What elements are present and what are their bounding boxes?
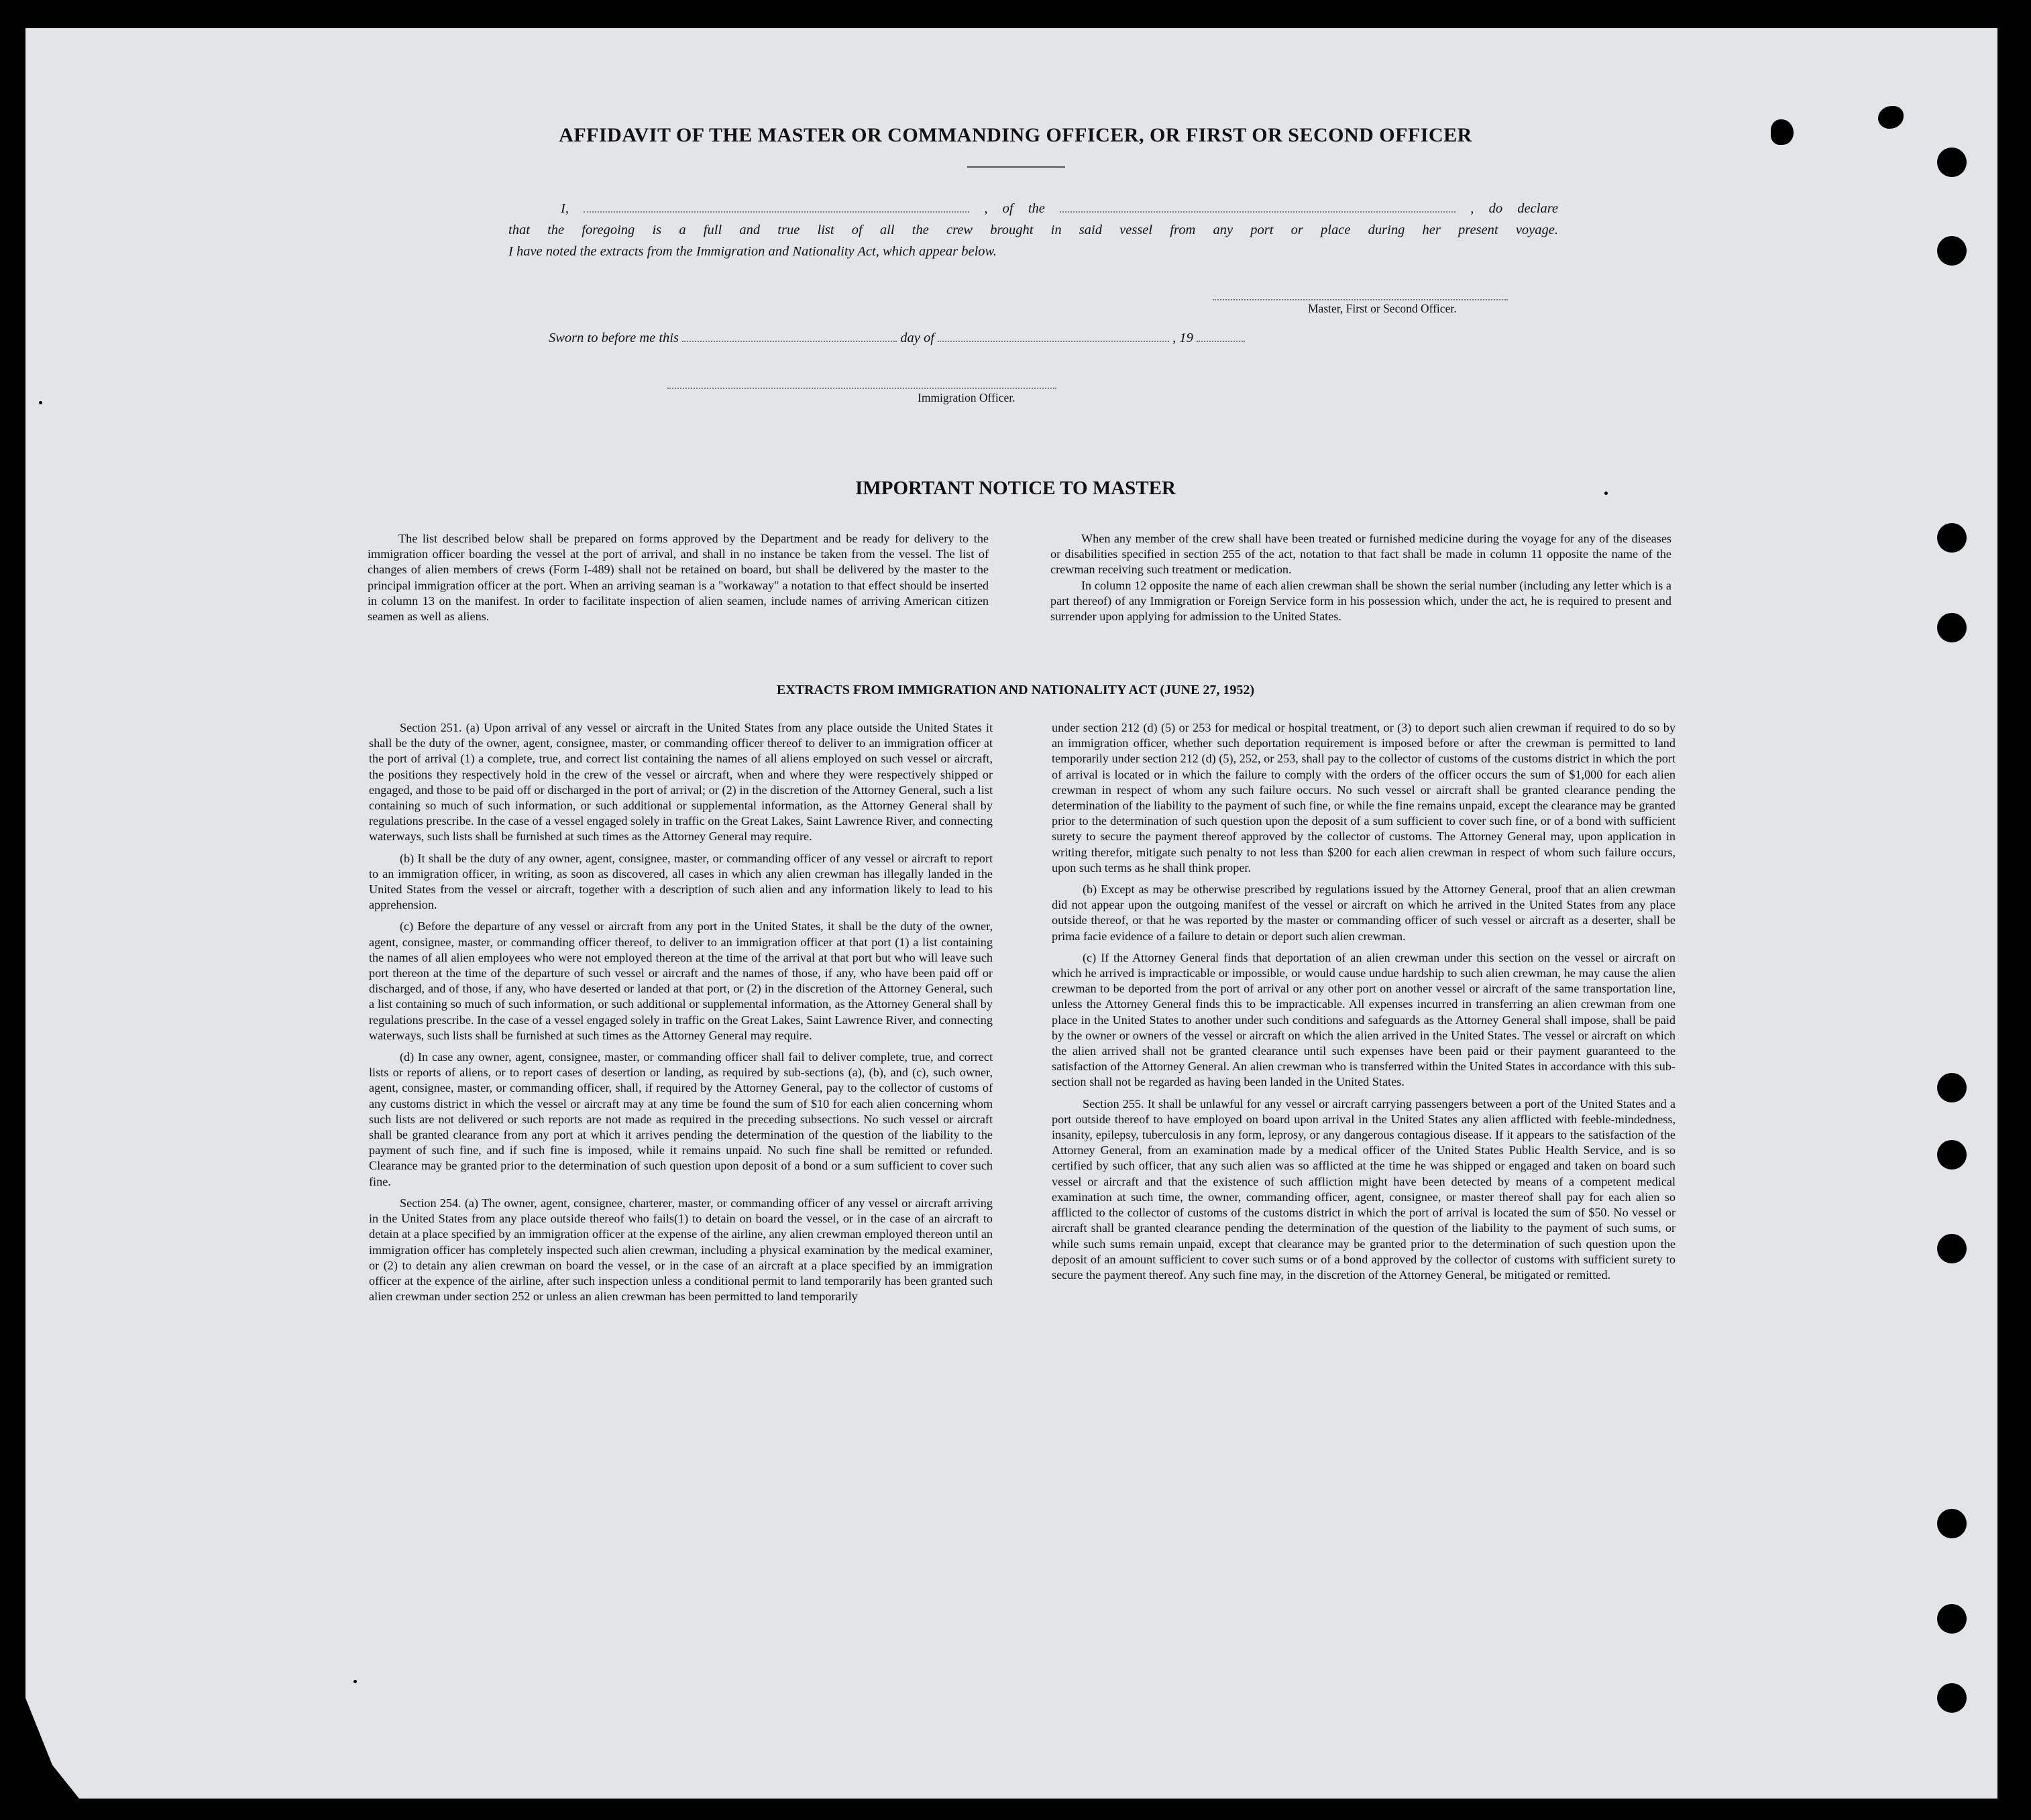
immigration-officer-label: Immigration Officer. (918, 391, 1016, 404)
binder-hole (1937, 1604, 1967, 1634)
binder-hole (1937, 613, 1967, 642)
notice-paragraph: In column 12 opposite the name of each alien crewman shall be shown the serial number (including any letter which is a part thereof) of any Immigration or Foreign Service form in his possession which, under the act, he is required to present and surrender upon applying for admission to the United States. (1050, 578, 1671, 624)
declaration-line-1 (508, 198, 1558, 219)
section-254-b: (b) Except as may be otherwise prescribed by regulations issued by the Attorney General, proof that an alien crewman did not appear upon the outgoing manifest of the vessel or aircraft on which he arrived in the United States from any place outside thereof, or that he was reported by the master or commanding officer of such vessel or aircraft as a deserter, shall be prima facie evidence of a failure to detain or deport such alien crewman. (1052, 883, 1676, 943)
section-254-a-continued: under section 212 (d) (5) or 253 for medical or hospital treatment, or (3) to deport such alien crewman if required to do so by an immigration officer, whether such deportation requirement is imposed before or after the crewman is permitted to land temporarily under section 212 (d) (5), 252, or 253, shall pay to the collector of customs of the customs district in which the port of arrival is located or in which the failure to comply with the orders of the officer occurs the sum of $1,000 for each alien crewman in respect of whom any such failure occurs. No such vessel or aircraft shall be granted clearance pending the determination of the liability to the payment of such fine, or while the fine remains unpaid, except the clearance may be granted prior to the determination of such question upon the deposit of a sum sufficient to cover such fine, or of a bond with sufficient surety to secure the payment thereof approved by the collector of customs. The Attorney General may, upon application in writing therefor, mitigate such penalty to not less than $200 for each alien crewman in respect of whom such failure occurs, upon such terms as he shall think proper. (1052, 721, 1676, 874)
section-254-a: Section 254. (a) The owner, agent, consignee, charterer, master, or commanding officer of any vessel or aircraft arriving in the United States from any place outside thereof who fails(1) to detain on board the vessel, or in the case of an aircraft to detain at a place specified by an immigration officer at the expense of the airline, any alien crewman employed thereon until an immigration officer has completely inspected such alien crewman, including a physical examination by the medical examiner, or (2) to detain any alien crewman on board the vessel, or in the case of an aircraft at a place specified by an immigration officer at the expence of the airline, after such inspection unless a conditional permit to land temporarily has been granted such alien crewman under section 252 or unless an alien crewman has been permitted to land temporarily (369, 1196, 993, 1304)
binder-hole (1937, 1140, 1967, 1170)
declare-text: , do declare (1470, 201, 1559, 216)
binder-hole (1937, 1683, 1967, 1713)
extracts-title: EXTRACTS FROM IMMIGRATION AND NATIONALITY ACT (JUNE 27, 1952) (776, 683, 1255, 697)
declarant-name-field[interactable] (584, 199, 969, 213)
sworn-line (549, 329, 1245, 346)
declarant-prefix: I, (561, 201, 569, 216)
vessel-name-field[interactable] (1060, 199, 1456, 213)
sworn-year-label: , 19 (1172, 331, 1193, 345)
declaration-block (508, 198, 1558, 262)
section-251-d: (d) In case any owner, agent, consignee, master, or commanding officer shall fail to deliver complete, true, and correct lists or reports of aliens, or to report cases of desertion or landing, as required by sub-sections (a), (b), and (c), such owner, agent, consignee, master, or commanding officer, shall, if required by the Attorney General, pay to the collector of customs of any customs district in which the vessel or aircraft may at any time be found the sum of $10 for each alien concerning whom such lists are not delivered or such reports are not made as required in the preceding subsections. No such vessel or aircraft shall be granted clearance from any port at which it arrives pending the determination of the question of the liability to the payment of such fine, and if such fine is imposed, while it remains unpaid. No such fine shall be remitted or refunded. Clearance may be granted prior to the determination of such question upon deposit of a bond or a sum sufficient to cover such fine. (369, 1050, 993, 1188)
declaration-line-3: I have noted the extracts from the Immigration and Nationality Act, which appear below. (508, 244, 997, 259)
speck (1604, 492, 1608, 495)
sworn-year-field[interactable] (1197, 329, 1245, 342)
notice-paragraph: When any member of the crew shall have been treated or furnished medicine during the voyage for any of the diseases or disabilities specified in section 255 of the act, notation to that fact shall be made in column 11 opposite the name of the crewman receiving such treatment or medication. (1050, 532, 1671, 577)
ink-blot (1771, 119, 1794, 145)
extracts-right-column (1052, 720, 1676, 1289)
immigration-officer-signature-field[interactable] (667, 376, 1056, 389)
binder-hole (1937, 1073, 1967, 1102)
title-divider (967, 166, 1065, 168)
sworn-day-label: day of (900, 331, 934, 345)
speck (353, 1680, 357, 1683)
section-251-b: (b) It shall be the duty of any owner, agent, consignee, master, or commanding officer of any vessel or aircraft to report to an immigration officer, in writing, as soon as discovered, all cases in which any alien crewman has illegally landed in the United States from the vessel or aircraft, together with a description of such alien and any information likely to lead to his apprehension. (369, 851, 993, 912)
speck (39, 401, 42, 404)
document-page (25, 28, 1997, 1799)
sworn-prefix: Sworn to before me this (549, 331, 679, 345)
section-251-c: (c) Before the departure of any vessel or aircraft from any port in the United States, it shall be the duty of the owner, agent, consignee, master, or commanding officer thereof, to deliver to an immigration officer at that port (1) a list containing the names of all alien employees who were not employed thereon at the time of the arrival at that port but who will leave such port thereon at the time of the departure of such vessel or aircraft and the names of those, if any, who have been paid off or discharged, and of those, if any, who have deserted or landed at that port, or (2) in the discretion of the Attorney General, such a list containing so much of such information, or such additional or supplemental information, as the Attorney General shall by regulations prescribe. In the case of a vessel engaged solely in traffic on the Great Lakes, Saint Lawrence River, and connecting waterways, such lists shall be furnished at such times as the Attorney General may require. (369, 919, 993, 1042)
notice-title: IMPORTANT NOTICE TO MASTER (855, 477, 1176, 499)
binder-hole (1937, 523, 1967, 553)
binder-hole (1937, 1234, 1967, 1263)
section-251-a: Section 251. (a) Upon arrival of any vessel or aircraft in the United States from any place outside the United States it shall be the duty of the owner, agent, consignee, master, or commanding officer thereof to deliver to an immigration officer at the port of arrival (1) a complete, true, and correct list containing the names of all aliens employed on such vessel or aircraft, the positions they respectively hold in the crew of the vessel or aircraft, when and where they were respectively shipped or engaged, and those to be paid off or discharged in the port of arrival; or (2) in the discretion of the Attorney General, such a list containing so much of such information, or such additional or supplemental information, as the Attorney General shall by regulations prescribe. In the case of a vessel engaged solely in traffic on the Great Lakes, Saint Lawrence River, and connecting waterways, such lists shall be furnished at such times as the Attorney General may require. (369, 721, 993, 844)
declaration-line-2: that the foregoing is a full and true list of all the crew brought in said vessel from any port or place during her present voyage. (508, 223, 1558, 237)
notice-paragraph: The list described below shall be prepared on forms approved by the Department and be ready for delivery to the immigration officer boarding the vessel at the port of arrival, and shall in no instance be taken from the vessel. The list of changes of alien members of crews (Form I-489) shall not be retained on board, but shall be delivered by the master to the principal immigration officer at the port. When an arriving seaman is a "workaway" a notation to that effect should be inserted in column 13 on the manifest. In order to facilitate inspection of alien seamen, include names of arriving American citizen seamen as well as aliens. (368, 532, 989, 624)
sworn-date-field[interactable] (682, 329, 897, 342)
binder-hole (1937, 236, 1967, 266)
affidavit-title: AFFIDAVIT OF THE MASTER OR COMMANDING OFFICER, OR FIRST OR SECOND OFFICER (559, 124, 1472, 146)
binder-hole (1937, 1509, 1967, 1538)
notice-left-column (368, 531, 989, 630)
sworn-month-field[interactable] (938, 329, 1169, 342)
vessel-prefix: , of the (984, 201, 1045, 216)
master-signature-field[interactable] (1213, 287, 1508, 300)
binder-hole (1937, 148, 1967, 177)
section-255: Section 255. It shall be unlawful for any vessel or aircraft carrying passengers between a port of the United States and a port outside thereof to have employed on board upon arrival in the United States any alien afflicted with feeble-mindedness, insanity, epilepsy, tuberculosis in any form, leprosy, or any dangerous contagious disease. If it appears to the satisfaction of the Attorney General, from an examination made by a medical officer of the United States Public Health Service, and is so certified by such officer, that any such alien was so afflicted at the time he was shipped or engaged and taken on board such vessel or aircraft and that the existence of such affliction might have been detected by means of a competent medical examination at such time, the owner, commanding officer, agent, consignee, or master thereof shall pay for each alien so afflicted to the collector of customs of the customs district in which the port of arrival is located the sum of $50. No vessel or aircraft shall be granted clearance pending the determination of the question of the liability to the payment of such sums, or while such sums remain unpaid, except that clearance may be granted prior to the determination of such question upon the deposit of an amount sufficient to cover such sums or of a bond approved by the collector of customs with sufficient surety to secure the payment thereof. Any such fine may, in the discretion of the Attorney General, be mitigated or remitted. (1052, 1096, 1676, 1282)
extracts-left-column (369, 720, 993, 1310)
section-254-c: (c) If the Attorney General finds that deportation of an alien crewman under this section on the vessel or aircraft on which he arrived is impracticable or impossible, or would cause undue hardship to such alien crewman, he may cause the alien crewman to be deported from the port of arrival or any other port on another vessel or aircraft of the same transportation line, unless the Attorney General finds this to be impracticable. All expenses incurred in transferring an alien crewman from one place in the United States to another under such conditions and safeguards as the Attorney General shall impose, shall be paid by the owner or owners of the vessel or aircraft on which the alien arrived in the United States. The vessel or aircraft on which the alien arrived shall not be granted clearance until such expenses have been paid or their payment guaranteed to the satisfaction of the Attorney General. An alien crewman who is transferred within the United States in accordance with this sub-section shall not be regarded as having been landed in the United States. (1052, 950, 1676, 1089)
notice-right-column (1050, 531, 1671, 630)
master-signature-label: Master, First or Second Officer. (1308, 302, 1457, 315)
